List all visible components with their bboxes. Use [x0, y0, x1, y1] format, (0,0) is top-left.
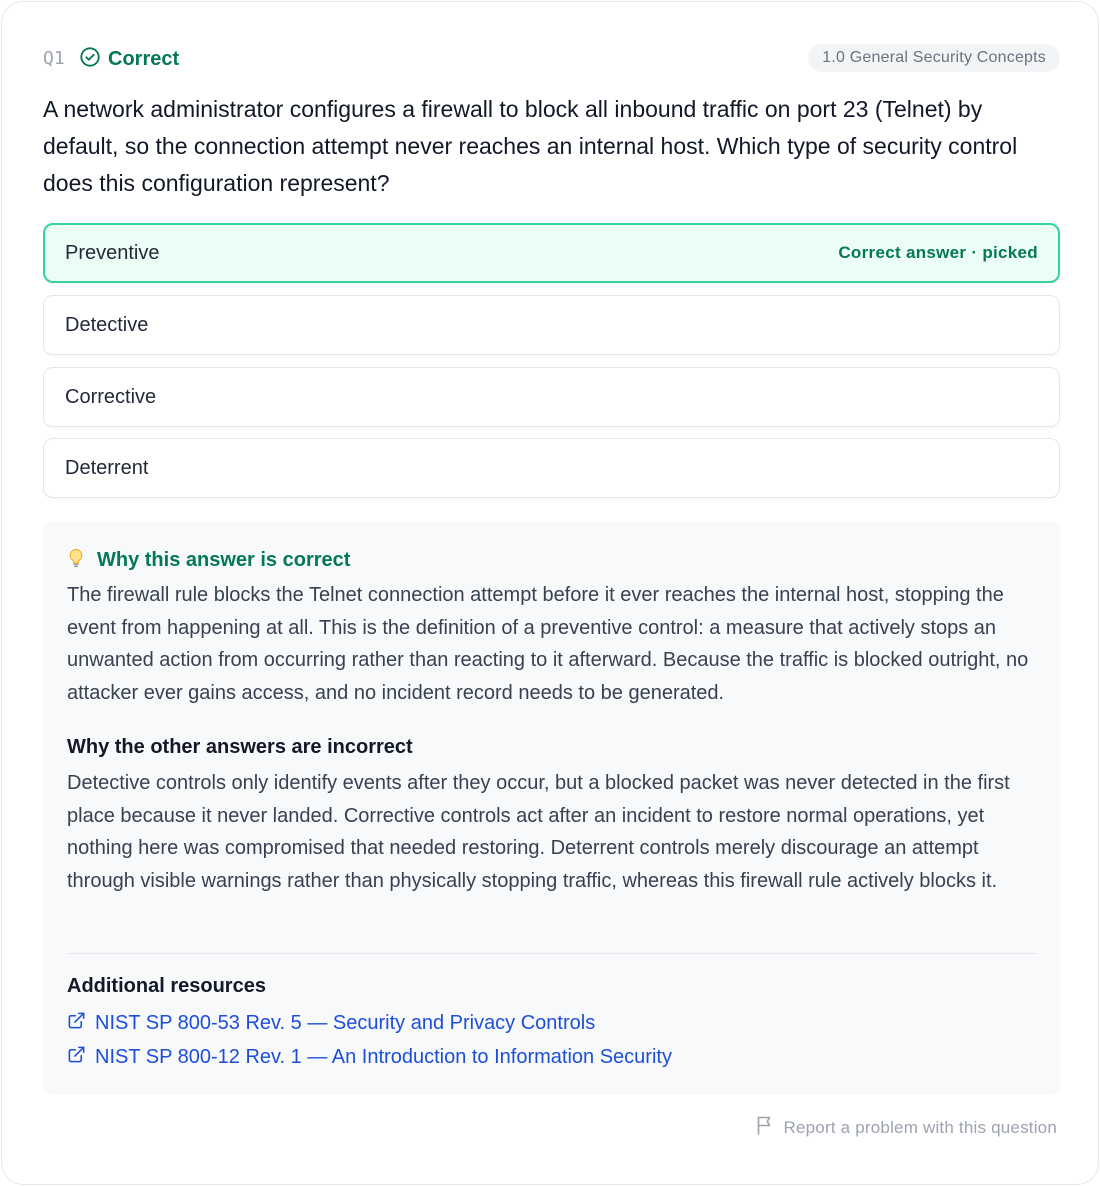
category-tag: 1.0 General Security Concepts [808, 44, 1060, 72]
resource-link-nist-800-53[interactable] [67, 1011, 595, 1035]
status-indicator [79, 46, 179, 73]
why-incorrect-title: Why the other answers are incorrect [67, 736, 413, 758]
answer-option-preventive[interactable] [43, 223, 1060, 283]
question-number: Q1 [43, 48, 65, 69]
report-problem-label: Report a problem with this question [783, 1117, 1057, 1137]
option-label: Preventive [65, 241, 160, 264]
resource-link-label: NIST SP 800-12 Rev. 1 — An Introduction to Information Security [95, 1045, 672, 1068]
flag-icon [756, 1115, 774, 1140]
why-correct-text: The firewall rule blocks the Telnet connection attempt before it ever reaches the internal host, stopping the event from happening at all. This is the definition of a preventive control: a measure that actively stops an unwanted action from occurring rather than reacting to it afterward. Because the traffic is blocked outright, no attacker ever gains access, and no incident record needs to be generated. [67, 584, 1029, 704]
why-correct-heading [67, 547, 350, 574]
report-problem-button[interactable] [756, 1115, 1057, 1140]
external-link-icon [67, 1011, 86, 1035]
question-header [43, 42, 1060, 74]
status-label: Correct [108, 48, 180, 70]
explanation-panel [43, 522, 1060, 1095]
option-label: Deterrent [65, 456, 149, 479]
answer-option-deterrent[interactable] [43, 438, 1060, 498]
option-label: Corrective [65, 385, 157, 408]
why-correct-title: Why this answer is correct [97, 549, 351, 571]
lightbulb-icon [67, 547, 85, 574]
question-text: A network administrator configures a firewall to block all inbound traffic on port 23 (Telnet) by default, so the connection attempt never reaches an internal host. Which type of security control does this configuration represent? [43, 96, 1018, 196]
question-card [1, 1, 1099, 1185]
correct-picked-badge: Correct answer · picked [838, 243, 1038, 262]
answer-option-detective[interactable] [43, 295, 1060, 355]
why-incorrect-text: Detective controls only identify events after they occur, but a blocked packet was never detected in the first place because it never landed. Corrective controls act after an incident to restore normal operations, yet nothing here was compromised that needed restoring. Deterrent controls merely discourage an attempt through visible warnings rather than physically stopping traffic, whereas this firewall rule actively blocks it. [67, 772, 1010, 892]
resource-link-nist-800-12[interactable] [67, 1045, 672, 1069]
check-circle-icon [79, 46, 101, 73]
external-link-icon [67, 1045, 86, 1069]
divider [67, 953, 1038, 954]
resources-title: Additional resources [67, 975, 266, 997]
answer-option-corrective[interactable] [43, 367, 1060, 427]
option-label: Detective [65, 313, 149, 336]
resource-link-label: NIST SP 800-53 Rev. 5 — Security and Privacy Controls [95, 1011, 596, 1034]
